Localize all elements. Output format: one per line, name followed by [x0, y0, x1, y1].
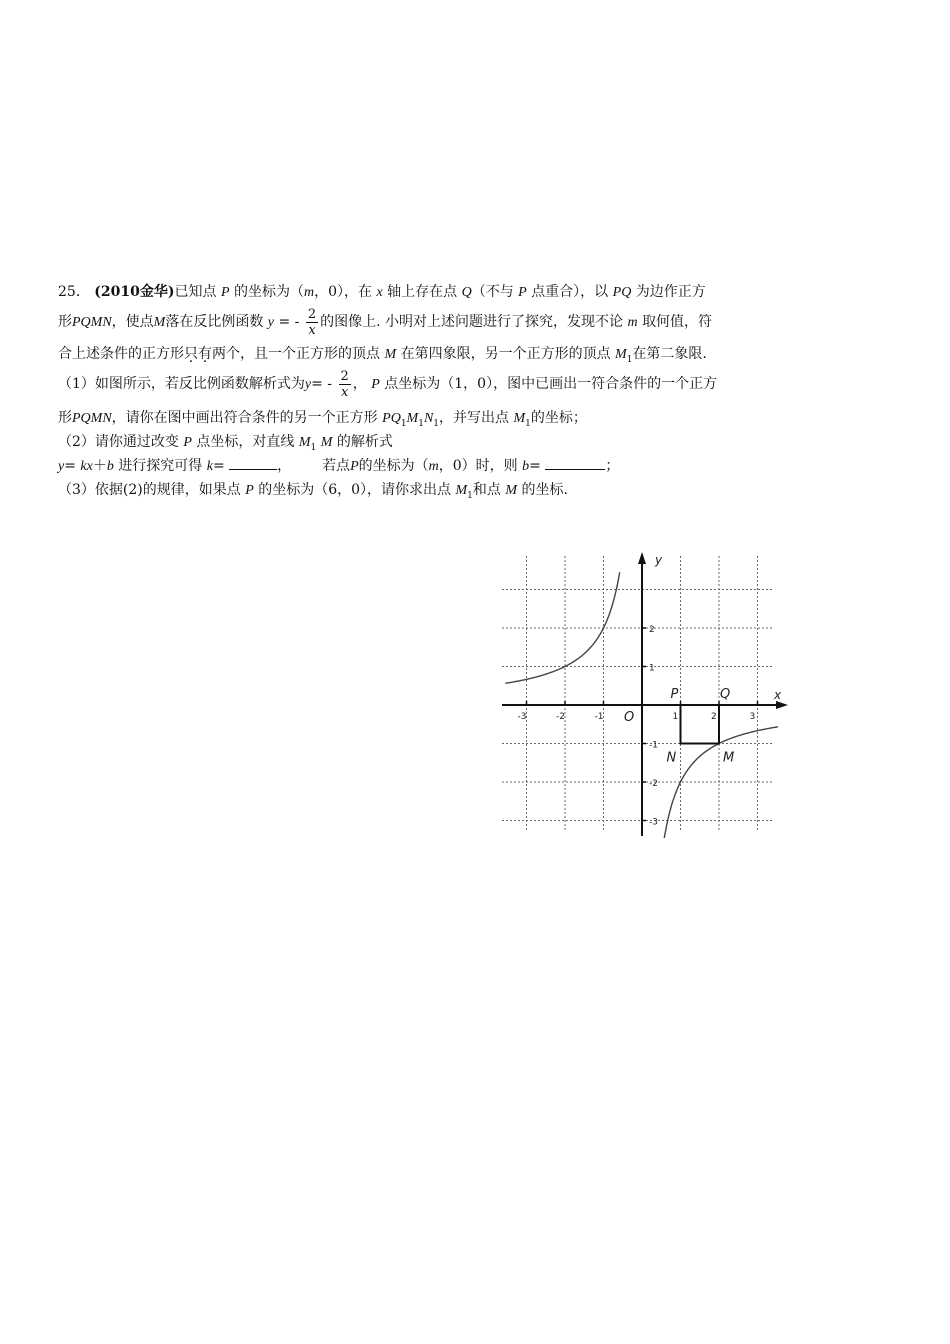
question-3	[58, 478, 840, 502]
var: y	[267, 315, 275, 330]
problem-line-1	[58, 280, 840, 304]
var: P	[518, 285, 527, 300]
var: M	[505, 483, 518, 498]
x-tick-label: -3	[517, 712, 527, 722]
text: 和点	[472, 482, 501, 498]
var: P	[382, 411, 391, 426]
y-axis-label: y	[655, 553, 663, 567]
text: = -	[274, 314, 300, 330]
y-tick-label: -1	[649, 740, 658, 751]
text: 在第四象限，另一个正方形的顶点	[400, 346, 611, 362]
text: 取何值，符	[642, 314, 713, 330]
text: 落在反比例函数	[165, 314, 264, 330]
var: M	[298, 435, 311, 450]
var: b	[522, 459, 530, 474]
text: 已知点	[174, 284, 217, 300]
fraction	[306, 307, 318, 338]
question-1-line-2	[58, 406, 840, 430]
var: M	[406, 411, 419, 426]
var: M	[615, 347, 627, 362]
y-tick-label: 2	[649, 625, 655, 635]
var: P	[183, 435, 192, 450]
var: PQ	[612, 285, 632, 300]
x-axis-arrow	[776, 701, 788, 709]
x-tick-label: 3	[749, 712, 756, 722]
axes	[502, 552, 788, 836]
var: Q	[390, 411, 401, 426]
var: M	[153, 315, 166, 330]
text: ，	[277, 458, 292, 474]
grid	[502, 556, 774, 830]
text: 形	[58, 314, 72, 330]
y-tick-label: 1	[649, 663, 655, 674]
text: 的图像上. 小明对上述问题进行了探究，发现不论	[320, 314, 624, 330]
var: M	[513, 411, 526, 426]
answer-blank-k[interactable]	[229, 455, 277, 470]
x-tick-label: -1	[594, 712, 604, 722]
text: 的坐标为（6，0），请你求出点	[258, 482, 452, 498]
var: P	[350, 459, 359, 474]
text: 合上述条件的正方形	[58, 346, 184, 362]
text: 为边作正方	[635, 284, 706, 300]
coordinate-graph	[500, 548, 800, 838]
text: 点坐标为（1，0），图中已画出一符合条件的一个正方	[384, 376, 718, 392]
square-pqmn-outline	[681, 705, 720, 744]
frac-den: x	[340, 384, 349, 400]
question-1-line-1	[58, 366, 840, 402]
var: PQMN	[72, 315, 112, 330]
var: N	[423, 411, 434, 426]
var: P	[245, 483, 254, 498]
text: ＋	[92, 458, 107, 474]
text: 的坐标；	[530, 410, 587, 426]
emph-char: 只	[184, 346, 198, 362]
text: ，请你在图中画出符合条件的另一个正方形	[111, 410, 378, 426]
sub: 1	[525, 418, 531, 429]
origin-label: O	[624, 710, 635, 725]
text: 在第二象限.	[632, 346, 707, 362]
text: 点重合），以	[531, 284, 609, 300]
text: （2）请你通过改变	[58, 434, 179, 450]
sub: 1	[310, 442, 317, 453]
var: y	[304, 377, 312, 392]
problem-line-3	[58, 342, 840, 366]
text: =	[64, 458, 81, 474]
text: ，并写出点	[439, 410, 510, 426]
text: 轴上存在点	[387, 284, 458, 300]
var: P	[220, 285, 230, 300]
x-axis-label: x	[774, 688, 782, 702]
text: ，0），在	[314, 284, 373, 300]
x-tick-label: 2	[711, 712, 717, 722]
text: ，使点	[111, 314, 154, 330]
var: x	[376, 285, 383, 300]
var: y	[58, 459, 65, 474]
problem-number: 25．	[58, 284, 90, 300]
square-pqmn	[681, 705, 720, 744]
sub: 1	[467, 490, 473, 501]
x-tick-label: 1	[672, 712, 679, 722]
sub: 1	[400, 418, 407, 429]
text: 若点	[322, 458, 351, 474]
text: 点坐标，对直线	[196, 434, 295, 450]
var: kx	[80, 459, 93, 474]
point-label-q: Q	[720, 687, 731, 702]
y-tick-label: -3	[649, 817, 658, 828]
text: 的坐标.	[521, 482, 568, 498]
var: k	[206, 459, 213, 474]
var: M	[384, 347, 397, 362]
var: m	[428, 459, 439, 474]
text: （不与	[471, 284, 514, 300]
problem-source: (2010金华)	[94, 284, 175, 300]
sub: 1	[418, 418, 424, 429]
var: m	[303, 285, 315, 300]
text: 的坐标为（	[233, 284, 304, 300]
text: 进行探究可得	[118, 458, 203, 474]
text: = -	[311, 376, 333, 392]
text: 形	[58, 410, 72, 426]
graph-labels	[518, 553, 783, 828]
point-label-p: P	[670, 687, 679, 702]
var: PQMN	[72, 411, 112, 426]
var: M	[455, 483, 468, 498]
frac-den: x	[308, 322, 316, 338]
question-2-line-1	[58, 430, 840, 454]
var: b	[106, 459, 114, 474]
sub: 1	[433, 418, 440, 429]
var: P	[371, 377, 380, 392]
text: =	[529, 458, 541, 474]
text: 的坐标为（	[358, 458, 429, 474]
var: m	[627, 315, 638, 330]
point-label-n: N	[666, 750, 677, 766]
text: （1）如图所示，若反比例函数解析式为	[58, 376, 305, 392]
text: =	[212, 458, 225, 474]
text: 两个，且一个正方形的顶点	[212, 346, 380, 362]
y-tick-label: -2	[649, 779, 658, 789]
text: ；	[605, 458, 620, 474]
question-2-line-2	[58, 454, 840, 478]
y-axis-arrow	[638, 552, 646, 564]
fraction	[339, 369, 351, 400]
text: （3）依据(2)的规律，如果点	[58, 482, 241, 498]
x-tick-label: -2	[556, 712, 565, 722]
var: M	[320, 435, 333, 450]
text: ，0）时，则	[438, 458, 518, 474]
text: 的解析式	[336, 434, 393, 450]
text: ，	[352, 376, 367, 392]
answer-blank-b[interactable]	[545, 455, 605, 470]
problem-line-2	[58, 304, 840, 340]
emph-char: 有	[198, 346, 212, 362]
frac-num: 2	[340, 368, 349, 384]
frac-num: 2	[307, 306, 317, 322]
point-label-m: M	[723, 750, 735, 766]
problem-25	[58, 280, 840, 502]
var: Q	[461, 285, 472, 300]
sub: 1	[626, 354, 633, 365]
